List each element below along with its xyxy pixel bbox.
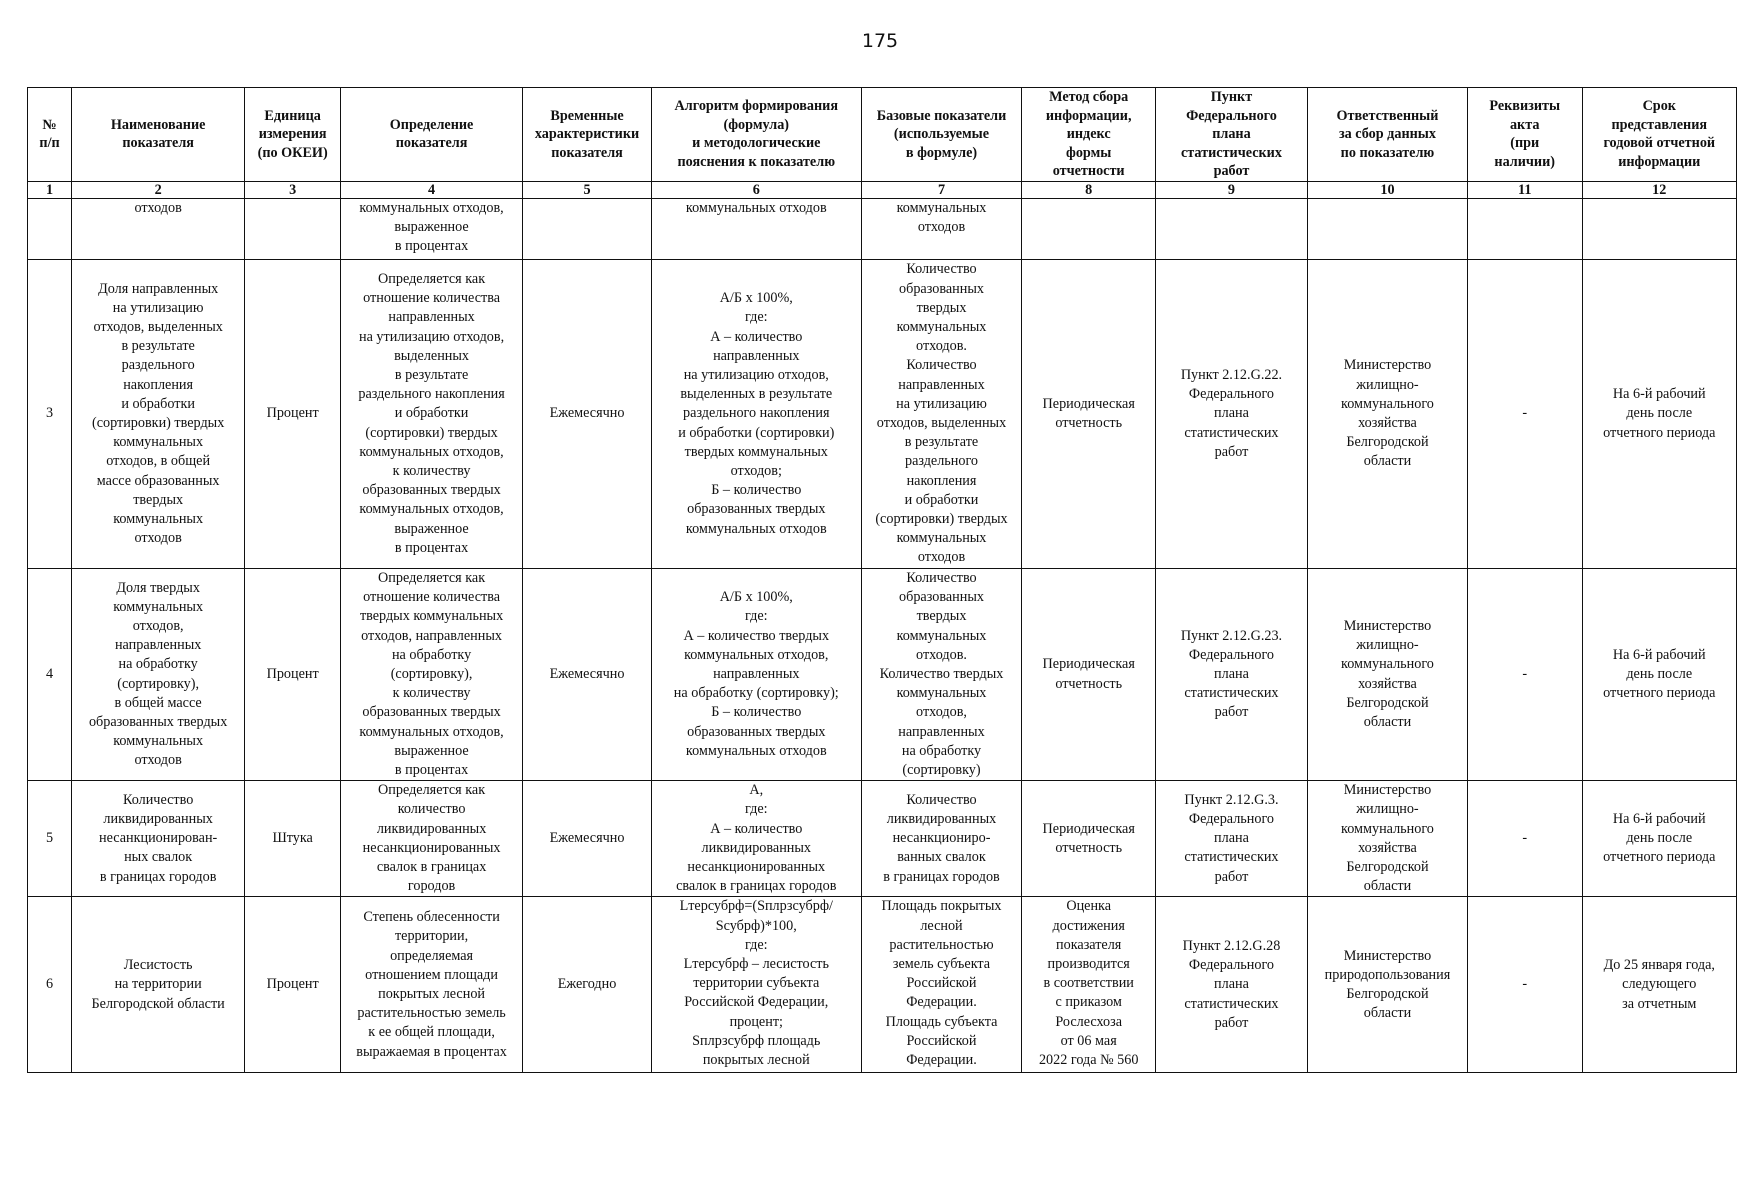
- header-num: № п/п: [28, 88, 72, 182]
- act-details: -: [1467, 781, 1582, 897]
- table-cell: [28, 198, 72, 259]
- header-base: Базовые показатели (используемые в формуле): [861, 88, 1022, 182]
- header-act: Реквизиты акта (при наличии): [1467, 88, 1582, 182]
- column-number: 12: [1582, 181, 1736, 198]
- table-row: [28, 781, 1737, 897]
- indicator-name: Доля твердых коммунальных отходов, направленных на обработку (сортировку), в общей массе образованных твердых коммунальных отходов: [72, 568, 245, 780]
- plan-item: Пункт 2.12.G.22. Федерального плана статистических работ: [1155, 259, 1307, 568]
- indicator-name: Доля направленных на утилизацию отходов, выделенных в результате раздельного накопления и обработки (сортировки) твердых коммунальных отходов, в общей массе образованных твердых коммунальных отходов: [72, 259, 245, 568]
- table-row: [28, 897, 1737, 1073]
- header-period: Временные характеристики показателя: [523, 88, 652, 182]
- table-row: [28, 259, 1737, 568]
- responsible: Министерство жилищно- коммунального хозяйства Белгородской области: [1308, 781, 1468, 897]
- deadline: На 6-й рабочий день после отчетного периода: [1582, 781, 1736, 897]
- deadline: На 6-й рабочий день после отчетного периода: [1582, 568, 1736, 780]
- table-cell: коммунальных отходов, выраженное в процентах: [341, 198, 523, 259]
- formula: А, где: А – количество ликвидированных несанкционированных свалок в границах городов: [652, 781, 861, 897]
- table-cell: коммунальных отходов: [652, 198, 861, 259]
- base-indicators: Количество образованных твердых коммунальных отходов. Количество направленных на утилизацию отходов, выделенных в результате раздельного накопления и обработки (сортировки) твердых коммунальных отходов: [861, 259, 1022, 568]
- act-details: -: [1467, 897, 1582, 1073]
- indicators-table: [27, 87, 1737, 1073]
- header-plan-item: Пункт Федерального плана статистических работ: [1155, 88, 1307, 182]
- act-details: -: [1467, 259, 1582, 568]
- unit: Штука: [245, 781, 341, 897]
- row-number: 3: [28, 259, 72, 568]
- table-cell: [1582, 198, 1736, 259]
- table-cell: [1022, 198, 1155, 259]
- indicator-name: Количество ликвидированных несанкционирован- ных свалок в границах городов: [72, 781, 245, 897]
- act-details: -: [1467, 568, 1582, 780]
- definition: Определяется как отношение количества направленных на утилизацию отходов, выделенных в результате раздельного накопления и обработки (сортировки) твердых коммунальных отходов, к количеству образованных твердых коммунальных отходов, выраженное в процентах: [341, 259, 523, 568]
- column-number: 11: [1467, 181, 1582, 198]
- table-cell: [1308, 198, 1468, 259]
- header-method: Метод сбора информации, индекс формы отчетности: [1022, 88, 1155, 182]
- collection-method: Периодическая отчетность: [1022, 568, 1155, 780]
- period: Ежемесячно: [523, 568, 652, 780]
- definition: Определяется как количество ликвидированных несанкционированных свалок в границах городов: [341, 781, 523, 897]
- column-number: 6: [652, 181, 861, 198]
- plan-item: Пункт 2.12.G.28 Федерального плана статистических работ: [1155, 897, 1307, 1073]
- responsible: Министерство жилищно- коммунального хозяйства Белгородской области: [1308, 259, 1468, 568]
- column-number: 3: [245, 181, 341, 198]
- header-unit: Единица измерения (по ОКЕИ): [245, 88, 341, 182]
- deadline: До 25 января года, следующего за отчетным: [1582, 897, 1736, 1073]
- column-number: 8: [1022, 181, 1155, 198]
- header-definition: Определение показателя: [341, 88, 523, 182]
- header-responsible: Ответственный за сбор данных по показателю: [1308, 88, 1468, 182]
- indicator-name: Лесистость на территории Белгородской области: [72, 897, 245, 1073]
- responsible: Министерство природопользования Белгородской области: [1308, 897, 1468, 1073]
- definition: Степень облесенности территории, определяемая отношением площади покрытых лесной растительностью земель к ее общей площади, выражаемая в процентах: [341, 897, 523, 1073]
- row-number: 6: [28, 897, 72, 1073]
- continuation-row: [28, 198, 1737, 259]
- collection-method: Периодическая отчетность: [1022, 259, 1155, 568]
- table-cell: [1467, 198, 1582, 259]
- formula: А/Б x 100%, где: А – количество твердых коммунальных отходов, направленных на обработку (сортировку); Б – количество образованных твердых коммунальных отходов: [652, 568, 861, 780]
- unit: Процент: [245, 568, 341, 780]
- unit: Процент: [245, 259, 341, 568]
- column-number: 10: [1308, 181, 1468, 198]
- base-indicators: Количество образованных твердых коммунальных отходов. Количество твердых коммунальных отходов, направленных на обработку (сортировку): [861, 568, 1022, 780]
- table-row: [28, 568, 1737, 780]
- base-indicators: Количество ликвидированных несанкциониро- ванных свалок в границах городов: [861, 781, 1022, 897]
- column-number: 7: [861, 181, 1022, 198]
- header-formula: Алгоритм формирования (формула) и методологические пояснения к показателю: [652, 88, 861, 182]
- header-name: Наименование показателя: [72, 88, 245, 182]
- period: Ежемесячно: [523, 259, 652, 568]
- unit: Процент: [245, 897, 341, 1073]
- column-number: 4: [341, 181, 523, 198]
- period: Ежегодно: [523, 897, 652, 1073]
- plan-item: Пункт 2.12.G.23. Федерального плана статистических работ: [1155, 568, 1307, 780]
- formula: Lтерсубрф=(Sплрзсубрф/ Sсубрф)*100, где: Lтерсубрф – лесистость территории субъекта Российской Федерации, процент; Sплрзсубрф площадь покрытых лесной: [652, 897, 861, 1073]
- column-number: 1: [28, 181, 72, 198]
- table-cell: [523, 198, 652, 259]
- definition: Определяется как отношение количества твердых коммунальных отходов, направленных на обработку (сортировку), к количеству образованных твердых коммунальных отходов, выраженное в процентах: [341, 568, 523, 780]
- column-number-row: [28, 181, 1737, 198]
- header-row: [28, 88, 1737, 182]
- base-indicators: Площадь покрытых лесной растительностью земель субъекта Российской Федерации. Площадь субъекта Российской Федерации.: [861, 897, 1022, 1073]
- row-number: 4: [28, 568, 72, 780]
- column-number: 2: [72, 181, 245, 198]
- table-cell: коммунальных отходов: [861, 198, 1022, 259]
- deadline: На 6-й рабочий день после отчетного периода: [1582, 259, 1736, 568]
- responsible: Министерство жилищно- коммунального хозяйства Белгородской области: [1308, 568, 1468, 780]
- period: Ежемесячно: [523, 781, 652, 897]
- formula: А/Б x 100%, где: А – количество направленных на утилизацию отходов, выделенных в результате раздельного накопления и обработки (сортировки) твердых коммунальных отходов; Б – количество образованных твердых коммунальных отходов: [652, 259, 861, 568]
- row-number: 5: [28, 781, 72, 897]
- table-cell: отходов: [72, 198, 245, 259]
- column-number: 9: [1155, 181, 1307, 198]
- page-number: 175: [861, 30, 899, 52]
- table-cell: [245, 198, 341, 259]
- plan-item: Пункт 2.12.G.3. Федерального плана статистических работ: [1155, 781, 1307, 897]
- collection-method: Периодическая отчетность: [1022, 781, 1155, 897]
- header-deadline: Срок представления годовой отчетной информации: [1582, 88, 1736, 182]
- column-number: 5: [523, 181, 652, 198]
- table-cell: [1155, 198, 1307, 259]
- collection-method: Оценка достижения показателя производится в соответствии с приказом Рослесхоза от 06 мая 2022 года № 560: [1022, 897, 1155, 1073]
